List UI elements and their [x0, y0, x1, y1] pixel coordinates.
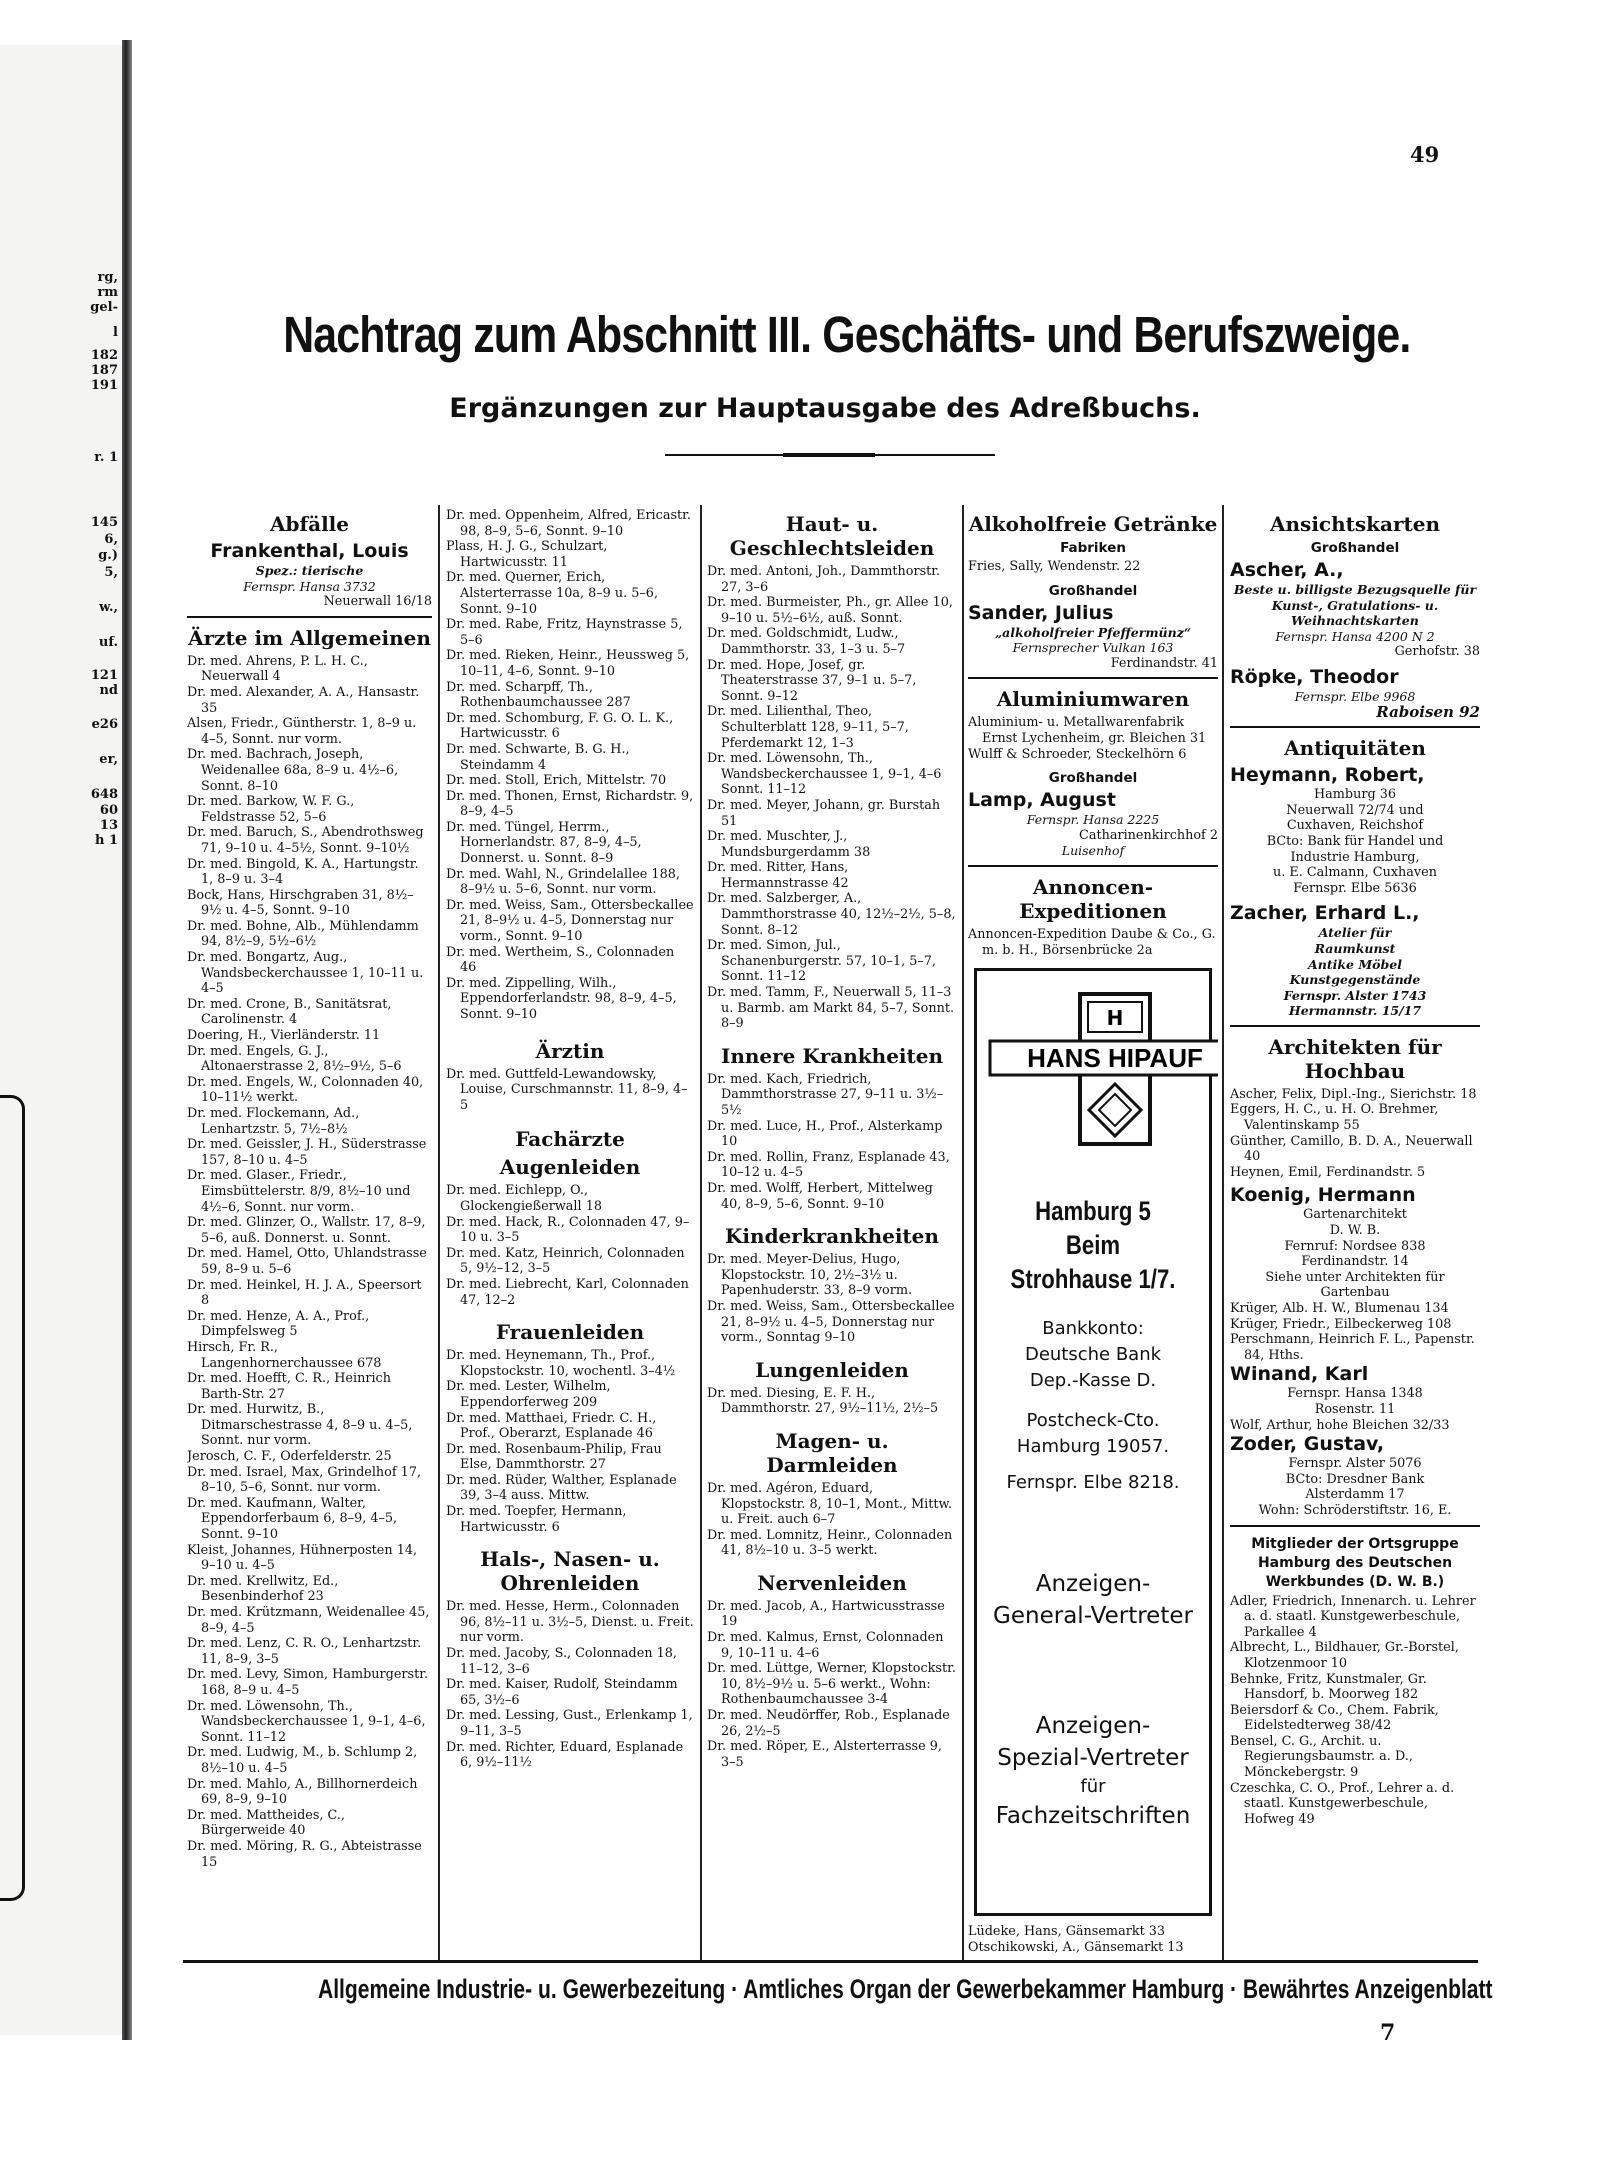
entry: Fries, Sally, Wendenstr. 22 [968, 559, 1141, 574]
entry: Dr. med. Engels, G. J., Altonaerstrasse 2, 8½–9½, 5–6 [187, 1043, 402, 1075]
section-heading: Fachärzte [515, 1127, 625, 1152]
entry: Dr. med. Stoll, Erich, Mittelstr. 70 [446, 773, 667, 789]
firm-phone: Fernspr. Hansa 4200 N 2 [1275, 628, 1435, 644]
ad-postcheck: Hamburg 19057. [1016, 1435, 1170, 1457]
entry-list [1230, 1594, 1480, 1828]
margin-fragment: er, [99, 752, 118, 767]
entry: Dr. med. Lomnitz, Heinr., Colonnaden 41, 8½–10 u. 3–5 werkt. [707, 1527, 953, 1559]
entry: Hamburg 36 [1313, 787, 1397, 803]
entry: Dr. med. Hurwitz, B., Ditmarschestrasse 4, 8–9 u. 4–5, Sonnt. nur vorm. [187, 1402, 413, 1449]
entry: Krüger, Alb. H. W., Blumenau 134 [1230, 1301, 1449, 1316]
entry: Jerosch, C. F., Oderfelderstr. 25 [187, 1449, 392, 1465]
entry: Fernspr. Elbe 5636 [1293, 880, 1417, 896]
entry: Dr. med. Kaiser, Rudolf, Steindamm 65, 3½–6 [446, 1677, 678, 1708]
margin-fragment: 13 [99, 818, 118, 833]
column-divider [962, 505, 964, 1960]
entry: Dr. med. Mahlo, A., Billhornerdeich 69, 8–9, 9–10 [187, 1776, 418, 1808]
firm-phone: Fernspr. Hansa 2225 [1026, 812, 1160, 828]
entry: Dr. med. Bachrach, Joseph, Weidenallee 68a, 8–9 u. 4½–6, Sonnt. 8–10 [187, 747, 399, 794]
entry-list [707, 1481, 957, 1559]
margin-fragment: 5, [104, 565, 118, 580]
entry-list [446, 1183, 694, 1308]
section-rule [1230, 1025, 1480, 1027]
entry: BCto: Dresdner Bank [1285, 1471, 1425, 1487]
entry: Atelier für [1318, 925, 1392, 941]
page-number: 49 [1410, 142, 1440, 167]
entry: Dr. med. Israel, Max, Grindelhof 17, 8–10, 5–6, Sonnt. nur vorm. [187, 1464, 422, 1496]
cross-emblem-icon [985, 989, 1218, 1149]
entry: Cuxhaven, Reichshof [1286, 818, 1424, 834]
firm-name: Koenig, Hermann [1230, 1184, 1416, 1207]
entry-list [446, 1067, 694, 1114]
firm-name: Ascher, A., [1230, 559, 1344, 581]
subsection-heading: Großhandel [1048, 582, 1138, 599]
firm-name: Zoder, Gustav, [1230, 1433, 1385, 1456]
entry: Dr. med. Lilienthal, Theo, Schulterblatt 128, 9–11, 5–7, Pferdemarkt 12, 1–3 [707, 704, 909, 751]
entry: Dr. med. Jacob, A., Hartwicusstrasse 19 [707, 1598, 945, 1630]
entry: Gartenarchitekt [1303, 1207, 1407, 1223]
margin-fragment: uf. [98, 635, 118, 650]
entry: Dr. med. Schomburg, F. G. O. L. K., Hartwicusstr. 6 [446, 710, 674, 742]
section-heading: Aluminiumwaren [996, 687, 1190, 712]
firm-name: Sander, Julius [968, 601, 1114, 624]
subsection-heading: Großhandel [1310, 540, 1400, 556]
section-heading: Annoncen-Expeditionen [1019, 874, 1167, 923]
entry: Dr. med. Toepfer, Hermann, Hartwicusstr. 6 [446, 1504, 627, 1535]
entry: Siehe unter Architekten für Gartenbau [1265, 1269, 1445, 1301]
entry: Dr. med. Flockemann, Ad., Lenhartzstr. 5, 7½–8½ [187, 1106, 360, 1137]
entry: Dr. med. Schwarte, B. G. H., Steindamm 4 [446, 741, 630, 773]
entry: Czeschka, C. O., Prof., Lehrer a. d. staatl. Kunstgewerbeschule, Hofweg 49 [1230, 1780, 1455, 1827]
entry: Dr. med. Thonen, Ernst, Richardstr. 9, 8–9, 4–5 [446, 788, 694, 820]
ad-city: Hamburg 5 [1035, 1195, 1151, 1226]
subsection-heading: Fabriken [1060, 540, 1126, 556]
entry: Dr. med. Antoni, Joh., Dammthorstr. 27, 3–6 [707, 564, 941, 595]
entry: Dr. med. Krützmann, Weidenallee 45, 8–9, 4–5 [187, 1605, 430, 1636]
entry: Beiersdorf & Co., Chem. Fabrik, Eidelstedterweg 38/42 [1230, 1702, 1439, 1734]
column-divider [1222, 505, 1224, 1960]
entry: Dr. med. Rosenbaum-Philip, Frau Else, Dammthorstr. 27 [446, 1441, 662, 1473]
entry-list [446, 1599, 694, 1771]
entry: Dr. med. Hack, R., Colonnaden 47, 9–10 u. 3–5 [446, 1214, 690, 1246]
entry: Dr. med. Röper, E., Alsterterrasse 9, 3–5 [707, 1739, 942, 1770]
ad-postcheck-label: Postcheck-Cto. [1026, 1409, 1160, 1431]
section-heading: Ärzte im Allgemeinen [188, 625, 431, 650]
entry: Dr. med. Alexander, A. A., Hansastr. 35 [187, 684, 420, 716]
firm-details [1230, 787, 1480, 896]
entry: Dr. med. Diesing, E. F. H., Dammthorstr. 27, 9½–11½, 2½–5 [707, 1385, 939, 1417]
entry: Annoncen-Expedition Daube & Co., G. m. b. H., Börsenbrücke 2a [968, 926, 1216, 958]
firm-address: Neuerwall 16/18 [323, 594, 432, 610]
ad-special-1: Anzeigen- [1035, 1712, 1151, 1739]
entry-list [446, 508, 694, 1023]
book-fold [122, 40, 132, 2040]
footer-rule [183, 1960, 1478, 1963]
firm-name: Frankenthal, Louis [210, 540, 409, 562]
ad-general-2: General-Vertreter [993, 1602, 1193, 1629]
margin-fragment: 191 [90, 378, 118, 393]
entry-list [1230, 1087, 1480, 1181]
entry: Dr. med. Levy, Simon, Hamburgerstr. 168, 8–9 u. 4–5 [187, 1667, 429, 1698]
section-heading: Ärztin [535, 1038, 605, 1063]
section-rule [968, 865, 1218, 867]
section-rule [187, 616, 432, 618]
entry: Dr. med. Wahl, N., Grindelallee 188, 8–9½ u. 5–6, Sonnt. nur vorm. [446, 866, 680, 898]
entry: Dr. med. Tamm, F., Neuerwall 5, 11–3 u. Barmb. am Markt 84, 5–7, Sonnt. 8–9 [707, 985, 955, 1032]
werkbund-heading: Mitglieder der Ortsgruppe Hamburg des Deutschen Werkbundes (D. W. B.) [1251, 1535, 1459, 1590]
ad-special-4: Fachzeitschriften [995, 1802, 1191, 1829]
column-3 [707, 508, 957, 1963]
entry: Dr. med. Barkow, W. F. G., Feldstrasse 52, 5–6 [187, 794, 355, 825]
subsection-heading: Großhandel [1048, 770, 1138, 787]
firm-description: Beste u. billigste Bezugsquelle für Kunst-, Gratulations- u. Weihnachtskarten [1233, 582, 1477, 629]
entry: Dr. med. Rabe, Fritz, Haynstrasse 5, 5–6 [446, 617, 683, 648]
entry: Dr. med. Hamel, Otto, Uhlandstrasse 59, 8–9 u. 5–6 [187, 1246, 427, 1277]
margin-fragment: 648 [90, 787, 118, 802]
column-5 [1230, 508, 1480, 1963]
entry-list [968, 1924, 1218, 1955]
entry: Dr. med. Bongartz, Aug., Wandsbeckerchaussee 1, 10–11 u. 4–5 [187, 950, 424, 997]
entry: Dr. med. Zippelling, Wilh., Eppendorferlandstr. 98, 8–9, 4–5, Sonnt. 9–10 [446, 975, 677, 1022]
entry: Dr. med. Lester, Wilhelm, Eppendorferweg 209 [446, 1379, 611, 1410]
ad-street: Beim Strohhause 1/7. [1010, 1229, 1176, 1294]
entry: Dr. med. Lenz, C. R. O., Lenhartzstr. 11, 8–9, 3–5 [187, 1636, 422, 1667]
firm-details [1230, 1456, 1480, 1518]
column-2 [446, 508, 694, 1963]
ad-special-3: für [1080, 1775, 1106, 1797]
entry: Aluminium- u. Metallwarenfabrik Ernst Lychenheim, gr. Bleichen 31 [968, 715, 1207, 746]
firm-slogan: „alkoholfreier Pfeffermünz“ [994, 624, 1192, 640]
firm-phone: Fernspr. Elbe 9968 [1294, 688, 1416, 704]
entry: Günther, Camillo, B. D. A., Neuerwall 40 [1230, 1133, 1473, 1165]
entry-list [707, 1252, 957, 1346]
entry: Fernspr. Alster 1743 [1283, 987, 1427, 1003]
entry: Dr. med. Muschter, J., Mundsburgerdamm 38 [707, 829, 871, 860]
entry: Behnke, Fritz, Kunstmaler, Gr. Hansdorf, b. Moorweg 182 [1230, 1671, 1427, 1703]
entry: BCto: Bank für Handel und [1266, 833, 1444, 849]
entry-list [1230, 1301, 1480, 1363]
section-heading: Augenleiden [499, 1155, 641, 1180]
section-heading: Antiquitäten [1284, 736, 1426, 761]
entry: Dr. med. Neudörffer, Rob., Esplanade 26, 2½–5 [707, 1708, 950, 1739]
entry-list [187, 654, 432, 1870]
title-rule [665, 454, 995, 456]
section-heading: Frauenleiden [495, 1320, 645, 1345]
firm-specialty: Spez.: tierische [255, 563, 364, 578]
section-heading: Magen- u. Darmleiden [766, 1428, 898, 1477]
brand-name: HANS HIPAUF [1027, 1043, 1203, 1074]
firm-address: Gerhofstr. 38 [1394, 644, 1480, 660]
entry: Doering, H., Vierländerstr. 11 [187, 1028, 381, 1044]
entry: Fernspr. Alster 5076 [1288, 1456, 1422, 1472]
section-heading: Lungenleiden [755, 1357, 909, 1382]
entry: Fernruf: Nordsee 838 [1284, 1238, 1426, 1254]
entry: Raumkunst [1314, 940, 1396, 956]
entry: Dr. med. Wertheim, S., Colonnaden 46 [446, 944, 675, 976]
hipauf-advertisement [974, 968, 1212, 1916]
left-page-edge [0, 45, 122, 2035]
entry: Krüger, Friedr., Eilbeckerweg 108 [1230, 1316, 1452, 1332]
entry: Bock, Hans, Hirschgraben 31, 8½–9½ u. 4–5, Sonnt. 9–10 [187, 887, 414, 919]
firm-name: Winand, Karl [1230, 1363, 1369, 1386]
entry: Dr. med. Eichlepp, O., Glockengießerwall 18 [446, 1183, 602, 1214]
entry: Otschikowski, A., Gänsemarkt 13 [968, 1939, 1184, 1955]
entry-list [707, 1599, 957, 1771]
entry: Dr. med. Rollin, Franz, Esplanade 43, 10–12 u. 4–5 [707, 1149, 950, 1181]
entry: Ascher, Felix, Dipl.-Ing., Sierichstr. 18 [1230, 1086, 1477, 1102]
margin-fragment: h 1 [94, 833, 118, 848]
ad-bank-label: Bankkonto: [1042, 1317, 1144, 1339]
firm-details [1230, 1386, 1480, 1417]
entry: Dr. med. Bohne, Alb., Mühlendamm 94, 8½–9, 5½–6½ [187, 918, 419, 950]
section-heading: Ansichtskarten [1270, 512, 1440, 536]
entry: Lüdeke, Hans, Gänsemarkt 33 [968, 1924, 1166, 1940]
margin-fragment: r. 1 [94, 450, 118, 465]
entry-list [707, 1072, 957, 1212]
entry: Dr. med. Simon, Jul., Schanenburgerstr. 57, 10–1, 5–7, Sonnt. 11–12 [707, 938, 936, 985]
entry: u. E. Calmann, Cuxhaven [1273, 865, 1437, 881]
firm-name: Lamp, August [968, 789, 1116, 812]
entry: Hirsch, Fr. R., Langenhornerchaussee 678 [187, 1339, 382, 1371]
ad-bank-branch: Dep.-Kasse D. [1029, 1369, 1157, 1391]
column-4 [968, 508, 1218, 1963]
entry: Dr. med. Jacoby, S., Colonnaden 18, 11–12, 3–6 [446, 1646, 677, 1677]
column-1 [187, 508, 432, 1963]
firm-phone: Fernspr. Hansa 3732 [243, 578, 376, 594]
entry: Albrecht, L., Bildhauer, Gr.-Borstel, Klotzenmoor 10 [1230, 1640, 1459, 1671]
entry: Dr. med. Geissler, J. H., Süderstrasse 157, 8–10 u. 4–5 [187, 1137, 427, 1168]
margin-fragment: 187 [90, 363, 118, 378]
margin-fragment: w., [99, 600, 118, 615]
margin-bracket [0, 1095, 25, 1901]
entry: Kleist, Johannes, Hühnerposten 14, 9–10 u. 4–5 [187, 1542, 418, 1574]
margin-fragment: l [113, 325, 118, 340]
section-heading: Abfälle [270, 512, 349, 536]
entry: Dr. med. Goldschmidt, Ludw., Dammthorstr. 33, 1–3 u. 5–7 [707, 626, 906, 657]
entry: Dr. med. Bingold, K. A., Hartungstr. 1, 8–9 u. 3–4 [187, 856, 419, 888]
firm-name: Röpke, Theodor [1230, 665, 1399, 688]
entry-list [707, 1386, 957, 1417]
entry: Dr. med. Tüngel, Herrm., Hornerlandstr. 87, 8–9, 4–5, Donnerst. u. Sonnt. 8–9 [446, 819, 642, 867]
entry: Dr. med. Liebrecht, Karl, Colonnaden 47, 12–2 [446, 1276, 689, 1308]
entry: Alsterdamm 17 [1305, 1487, 1405, 1503]
entry: Heynen, Emil, Ferdinandstr. 5 [1230, 1164, 1426, 1180]
section-heading: Hals-, Nasen- u. Ohrenleiden [480, 1547, 660, 1596]
entry: Adler, Friedrich, Innenarch. u. Lehrer a. d. staatl. Kunstgewerbeschule, Parkallee 4 [1230, 1593, 1476, 1640]
entry: Dr. med. Möring, R. G., Abteistrasse 15 [187, 1838, 422, 1870]
firm-address: Raboisen 92 [1376, 702, 1480, 721]
entry: Dr. med. Wolff, Herbert, Mittelweg 40, 8–9, 5–6, Sonnt. 9–10 [707, 1180, 933, 1212]
entry-list [968, 715, 1218, 762]
entry: Dr. med. Henze, A. A., Prof., Dimpfelsweg 5 [187, 1308, 370, 1340]
section-heading: Innere Krankheiten [720, 1043, 944, 1068]
firm-details [1230, 925, 1480, 1019]
margin-fragment: 145 [90, 515, 118, 530]
entry: Rosenstr. 11 [1314, 1401, 1396, 1417]
section-rule [1230, 1525, 1480, 1527]
margin-fragment: 60 [99, 803, 118, 818]
entry: Dr. med. Ahrens, P. L. H. C., Neuerwall 4 [187, 653, 368, 685]
margin-fragment: gel- [90, 300, 118, 315]
entry: Dr. med. Luce, H., Prof., Alsterkamp 10 [707, 1118, 943, 1150]
entry: Plass, H. J. G., Schulzart, Hartwicusstr. 11 [446, 539, 608, 570]
firm-address: Ferdinandstr. 41 [1110, 655, 1218, 671]
margin-fragment: g.) [98, 548, 118, 563]
margin-fragment: 182 [90, 348, 118, 363]
entry: Kunstgegenstände [1289, 972, 1421, 988]
entry: Dr. med. Baruch, S., Abendrothsweg 71, 9–10 u. 4–5½, Sonnt. 9–10½ [187, 825, 424, 856]
section-heading: Nervenleiden [757, 1570, 907, 1595]
margin-fragment: rg, [97, 270, 118, 285]
entry: Dr. med. Lüttge, Werner, Klopstockstr. 10, 8½–9½ u. 5–6 werkt., Wohn: Rothenbaumchaussee 3-4 [707, 1661, 956, 1708]
entry: Dr. med. Glinzer, O., Wallstr. 17, 8–9, 5–6, auß. Donnerst. u. Sonnt. [187, 1215, 426, 1246]
entry: Wohn: Schröderstiftstr. 16, E. [1258, 1502, 1452, 1518]
entry: Dr. med. Mattheides, C., Bürgerweide 40 [187, 1807, 346, 1839]
entry: D. W. B. [1329, 1223, 1381, 1239]
signature-mark: 7 [1380, 2020, 1396, 2046]
column-divider [700, 505, 702, 1960]
footer-banner: Allgemeine Industrie- u. Gewerbezeitung · Amtliches Organ der Gewerbekammer Hamburg · Bewährtes Anzeigenblatt [318, 1974, 1493, 2004]
entry: Dr. med. Crone, B., Sanitätsrat, Carolinenstr. 4 [187, 996, 392, 1028]
margin-fragment: rm [97, 285, 118, 300]
entry: Bensel, C. G., Archit. u. Regierungsbaumstr. a. D., Mönckebergstr. 9 [1230, 1733, 1413, 1781]
ad-phone: Fernspr. Elbe 8218. [1006, 1471, 1180, 1493]
entry: Wulff & Schroeder, Steckelhörn 6 [968, 746, 1187, 762]
entry-list [446, 1348, 694, 1535]
entry: Wolf, Arthur, hohe Bleichen 32/33 [1230, 1417, 1450, 1433]
firm-name: Heymann, Robert, [1230, 764, 1425, 787]
entry: Dr. med. Katz, Heinrich, Colonnaden 5, 9½–12, 3–5 [446, 1245, 685, 1277]
entry: Perschmann, Heinrich F. L., Papenstr. 84, Hths. [1230, 1332, 1475, 1363]
margin-fragment: 6, [104, 532, 118, 547]
entry: Dr. med. Oppenheim, Alfred, Ericastr. 98, 8–9, 5–6, Sonnt. 9–10 [446, 508, 691, 539]
ad-general-1: Anzeigen- [1035, 1570, 1151, 1597]
entry: Alsen, Friedr., Güntherstr. 1, 8–9 u. 4–5, Sonnt. nur vorm. [187, 716, 417, 747]
entry: Dr. med. Richter, Eduard, Esplanade 6, 9½–11½ [446, 1739, 684, 1771]
section-heading: Alkoholfreie Getränke [968, 512, 1218, 536]
margin-fragment: e26 [91, 717, 118, 732]
entry: Dr. med. Weiss, Sam., Ottersbeckallee 21, 8–9½ u. 4–5, Donnerstag nur vorm., Sonnt. 9–10 [446, 897, 694, 945]
margin-fragment: 121 [90, 668, 118, 683]
entry: Dr. med. Hope, Josef, gr. Theaterstrasse 37, 9–1 u. 5–7, Sonnt. 9–12 [707, 657, 917, 704]
entry: Dr. med. Löwensohn, Th., Wandsbeckerchaussee 1, 9–1, 4–6, Sonnt. 11–12 [187, 1698, 426, 1745]
entry: Dr. med. Lessing, Gust., Erlenkamp 1, 9–11, 3–5 [446, 1708, 693, 1739]
svg-text:H: H [1106, 1006, 1124, 1031]
section-rule [1230, 726, 1480, 728]
entry: Dr. med. Glaser., Friedr., Eimsbüttelerstr. 8/9, 8½–10 und 4½–6, Sonnt. nur vorm. [187, 1168, 411, 1215]
entry: Dr. med. Ludwig, M., b. Schlump 2, 8½–10 u. 4–5 [187, 1745, 418, 1776]
entry: Dr. med. Ritter, Hans, Hermannstrasse 42 [707, 860, 849, 891]
entry: Dr. med. Kaufmann, Walter, Eppendorferbaum 6, 8–9, 4–5, Sonnt. 9–10 [187, 1495, 398, 1543]
firm-address: Catharinenkirchhof 2 [1079, 827, 1218, 843]
entry: Dr. med. Weiss, Sam., Ottersbeckallee 21, 8–9½ u. 4–5, Donnerstag nur vorm., Sonntag 9–10 [707, 1298, 955, 1346]
ad-bank: Deutsche Bank [1024, 1343, 1162, 1365]
entry: Dr. med. Heinkel, H. J. A., Speersort 8 [187, 1277, 422, 1309]
entry: Dr. med. Kach, Friedrich, Dammthorstrasse 27, 9–11 u. 3½–5½ [707, 1071, 944, 1118]
entry: Fernspr. Hansa 1348 [1287, 1386, 1423, 1402]
entry-list [707, 564, 957, 1032]
entry: Dr. med. Salzberger, A., Dammthorstrasse 40, 12½–2½, 5–8, Sonnt. 8–12 [707, 891, 956, 938]
entry: Dr. med. Meyer, Johann, gr. Burstah 51 [707, 797, 941, 829]
entry: Dr. med. Engels, W., Colonnaden 40, 10–11½ werkt. [187, 1074, 424, 1106]
page-title: Nachtrag zum Abschnitt III. Geschäfts- und Berufszweige. [283, 306, 1411, 363]
entry: Eggers, H. C., u. H. O. Brehmer, Valentinskamp 55 [1230, 1102, 1439, 1134]
entry: Dr. med. Rieken, Heinr., Heussweg 5, 10–11, 4–6, Sonnt. 9–10 [446, 648, 690, 679]
section-heading: Architekten für Hochbau [1268, 1034, 1442, 1083]
entry: Dr. med. Guttfeld-Lewandowsky, Louise, Curschmannstr. 11, 8–9, 4–5 [446, 1066, 688, 1113]
entry: Dr. med. Rüder, Walther, Esplanade 39, 3–4 auss. Mittw. [446, 1472, 677, 1504]
entry: Dr. med. Heynemann, Th., Prof., Klopstockstr. 10, wochentl. 3–4½ [446, 1348, 676, 1379]
hipauf-logo [985, 989, 1218, 1154]
entry: Dr. med. Agéron, Eduard, Klopstockstr. 8, 10–1, Mont., Mittw. u. Freit. auch 6–7 [707, 1480, 953, 1528]
entry: Dr. med. Krellwitz, Ed., Besenbinderhof 23 [187, 1573, 339, 1605]
entry: Dr. med. Scharpff, Th., Rothenbaumchaussee 287 [446, 679, 631, 711]
entry: Dr. med. Löwensohn, Th., Wandsbeckerchaussee 1, 9–1, 4–6 Sonnt. 11–12 [707, 751, 942, 798]
entry: Dr. med. Kalmus, Ernst, Colonnaden 9, 10–11 u. 4–6 [707, 1630, 944, 1661]
entry: Dr. med. Burmeister, Ph., gr. Allee 10, 9–10 u. 5½–6½, auß. Sonnt. [707, 595, 953, 626]
entry: Hermannstr. 15/17 [1288, 1003, 1422, 1019]
entry: Industrie Hamburg, [1290, 849, 1420, 865]
entry: Dr. med. Meyer-Delius, Hugo, Klopstockstr. 10, 2½–3½ u. Papenhuderstr. 33, 8–9 vorm. [707, 1252, 913, 1299]
section-rule [968, 677, 1218, 679]
ad-special-2: Spezial-Vertreter [997, 1744, 1189, 1771]
firm-name: Zacher, Erhard L., [1230, 902, 1420, 925]
margin-fragment: nd [99, 683, 118, 698]
column-divider [438, 505, 440, 1960]
entry: Dr. med. Hesse, Herm., Colonnaden 96, 8½–11 u. 3½–5, Dienst. u. Freit. nur vorm. [446, 1599, 694, 1646]
page-subtitle: Ergänzungen zur Hauptausgabe des Adreßbuchs. [449, 393, 1201, 424]
entry: Dr. med. Matthaei, Friedr. C. H., Prof., Oberarzt, Esplanade 46 [446, 1410, 657, 1442]
entry: Dr. med. Hoefft, C. R., Heinrich Barth-Str. 27 [187, 1371, 391, 1402]
entry: Dr. med. Querner, Erich, Alsterterrasse 10a, 8–9 u. 5–6, Sonnt. 9–10 [446, 570, 659, 617]
section-heading: Kinderkrankheiten [725, 1224, 939, 1249]
entry: Antike Möbel [1308, 956, 1402, 972]
entry: Neuerwall 72/74 und [1286, 802, 1424, 818]
firm-phone: Fernsprecher Vulkan 163 [1012, 640, 1174, 656]
firm-details [1230, 1207, 1480, 1301]
section-heading: Haut- u. Geschlechtsleiden [729, 512, 935, 560]
entry: Ferdinandstr. 14 [1301, 1254, 1409, 1270]
firm-note: Luisenhof [1061, 843, 1125, 859]
